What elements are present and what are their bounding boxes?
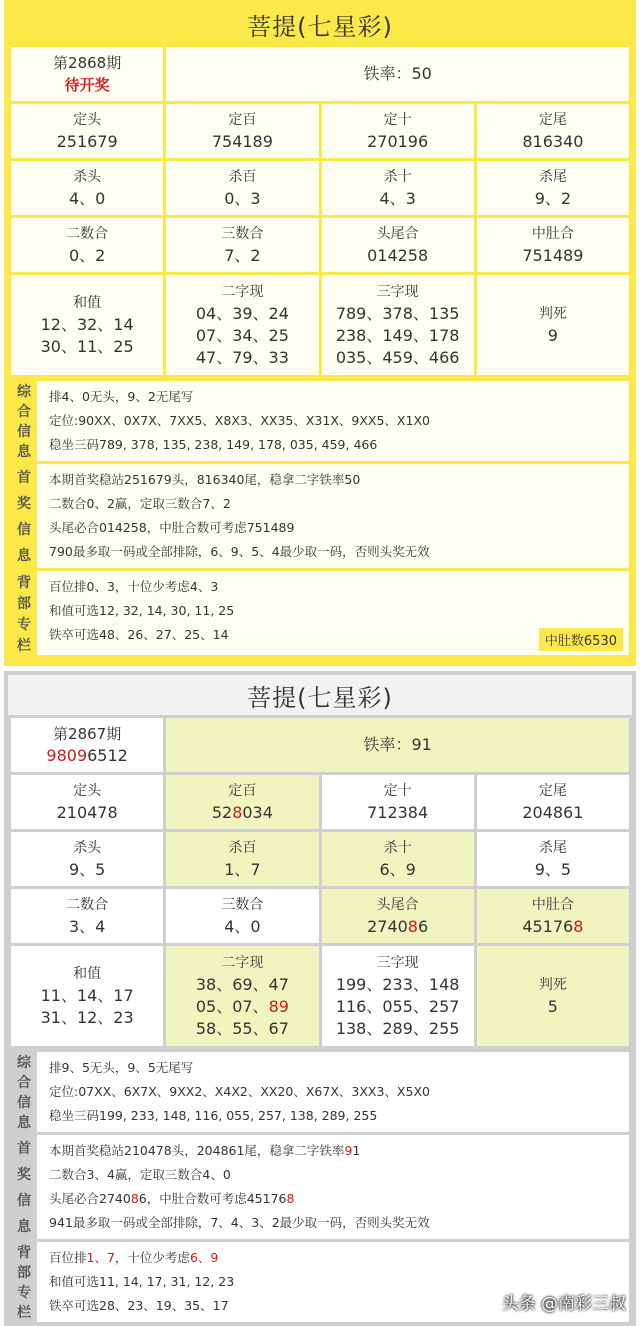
side-char: 息 xyxy=(17,1115,31,1131)
cell-value: 04、39、24 xyxy=(195,304,289,323)
iron-rate-label: 铁率： xyxy=(363,735,412,754)
info-line: 941最多取一码或全部排除，7、4、3、2最少取一码，否则头奖无效 xyxy=(49,1215,430,1230)
side-char: 首 xyxy=(17,470,31,486)
side-char: 部 xyxy=(17,595,31,612)
cell-value: 210478 xyxy=(56,803,118,822)
cell-label: 杀百 xyxy=(228,169,257,185)
cell-label: 定十 xyxy=(383,783,412,799)
section-lines xyxy=(37,381,629,461)
cell-value: 7、2 xyxy=(224,246,261,265)
cell-value: 789、378、135 xyxy=(335,304,460,323)
side-char: 栏 xyxy=(17,637,31,654)
issue-cell xyxy=(11,718,163,772)
cell-label: 二数合 xyxy=(66,897,109,913)
comprehensive-info-section xyxy=(11,381,629,461)
zhongduhe-cell xyxy=(477,889,629,943)
cell-value xyxy=(477,916,629,938)
value-part: 52 xyxy=(211,803,233,822)
value-part: 05、07、 xyxy=(195,997,269,1016)
dingshi-cell xyxy=(322,775,474,829)
draw-result xyxy=(11,745,163,767)
section-side-label xyxy=(11,381,37,461)
side-char: 信 xyxy=(17,1095,31,1111)
cell-label: 杀百 xyxy=(228,840,257,856)
cell-label: 头尾合 xyxy=(376,226,419,242)
info-line: 铁卒可选48、26、27、25、14 xyxy=(49,627,229,642)
side-char: 栏 xyxy=(17,1305,31,1321)
line-part: 1 xyxy=(352,1143,361,1158)
info-line: 稳坐三码199, 233, 148, 116, 055, 257, 138, 289, 255 xyxy=(49,1108,378,1123)
cell-value: 31、12、23 xyxy=(40,1008,134,1027)
section-side-label xyxy=(11,1052,37,1132)
cell-value xyxy=(166,996,318,1018)
side-char: 奖 xyxy=(17,1167,31,1183)
cell-label: 二数合 xyxy=(66,226,109,242)
ershuhe-cell xyxy=(11,889,163,943)
cell-value: 4、3 xyxy=(379,189,416,208)
forecast-grid xyxy=(8,44,632,378)
info-line: 排9、5无头，9、5无尾写 xyxy=(49,1060,194,1075)
cell-value xyxy=(166,802,318,824)
dingbai-cell xyxy=(166,775,318,829)
section-side-label xyxy=(11,1135,37,1239)
side-char: 专 xyxy=(17,1285,31,1301)
line-part: 6，中肚合数可考虑45176 xyxy=(138,1191,287,1206)
section-lines xyxy=(37,1135,629,1239)
section-side-label xyxy=(11,464,37,568)
side-char: 息 xyxy=(17,1219,31,1235)
dingwei-cell xyxy=(477,104,629,158)
cell-value: 138、289、255 xyxy=(335,1019,460,1038)
side-char: 综 xyxy=(17,384,31,400)
cell-label: 和值 xyxy=(73,966,102,982)
cell-label: 判死 xyxy=(538,306,567,322)
cell-value: 11、14、17 xyxy=(40,986,134,1005)
side-char: 信 xyxy=(17,424,31,440)
line-part: ，十位少考虑 xyxy=(114,1250,190,1265)
pansi-cell xyxy=(477,946,629,1046)
first-prize-info-section xyxy=(11,464,629,568)
cell-label: 杀尾 xyxy=(538,840,567,856)
info-line xyxy=(49,1187,619,1211)
hezhi-cell xyxy=(11,946,163,1046)
cell-value: 07、34、25 xyxy=(195,326,289,345)
info-line: 头尾必合014258，中肚合数可考虑751489 xyxy=(49,520,295,535)
value-part: 6 xyxy=(417,917,429,936)
back-column-section xyxy=(11,571,629,655)
section-lines xyxy=(37,464,629,568)
issue-number: 第2867期 xyxy=(53,725,122,743)
line-hit: 6、9 xyxy=(189,1250,219,1265)
cell-label: 判死 xyxy=(538,977,567,993)
draw-result-hit: 9809 xyxy=(46,746,88,765)
cell-value: 712384 xyxy=(367,803,429,822)
cell-value: 238、149、178 xyxy=(335,326,460,345)
cell-value: 751489 xyxy=(522,246,584,265)
info-line: 定位:90XX、0X7X、7XX5、X8X3、XX35、X31X、9XX5、X1X0 xyxy=(49,413,430,428)
line-hit: 9 xyxy=(344,1143,353,1158)
cell-value: 58、55、67 xyxy=(195,1019,289,1038)
cell-value: 30、11、25 xyxy=(40,337,134,356)
result-panel-2867 xyxy=(4,671,636,1326)
side-char: 合 xyxy=(17,1075,31,1091)
dingbai-cell xyxy=(166,104,318,158)
side-char: 首 xyxy=(17,1141,31,1157)
cell-value: 816340 xyxy=(522,132,584,151)
cell-label: 定头 xyxy=(73,112,102,128)
cell-value: 270196 xyxy=(367,132,429,151)
side-char: 奖 xyxy=(17,496,31,512)
iron-rate-rest: 1 xyxy=(421,735,432,754)
cell-value: 204861 xyxy=(522,803,584,822)
side-char: 综 xyxy=(17,1055,31,1071)
shabai-cell xyxy=(166,832,318,886)
value-hit: 8 xyxy=(232,803,243,822)
sanshuhe-cell xyxy=(166,889,318,943)
line-part: 本期首奖稳站210478头，204861尾，稳拿二字铁率 xyxy=(49,1143,345,1158)
line-part: 百位排 xyxy=(49,1250,87,1265)
cell-label: 三字现 xyxy=(376,955,419,971)
info-line: 和值可选12, 32, 14, 30, 11, 25 xyxy=(49,603,235,618)
cell-label: 定尾 xyxy=(538,112,567,128)
iron-rate-cell xyxy=(166,718,629,772)
cell-value: 754189 xyxy=(211,132,273,151)
cell-value: 1、7 xyxy=(224,860,261,879)
info-line: 790最多取一码或全部排除，6、9、5、4最少取一码，否则头奖无效 xyxy=(49,544,430,559)
dingtou-cell xyxy=(11,104,163,158)
sanshuhe-cell xyxy=(166,218,318,272)
pansi-cell xyxy=(477,275,629,375)
cell-value: 3、4 xyxy=(68,917,106,936)
dingtou-cell xyxy=(11,775,163,829)
cell-value: 035、459、466 xyxy=(335,348,460,367)
cell-label: 头尾合 xyxy=(376,897,419,913)
iron-rate: 铁率：50 xyxy=(363,64,432,83)
value-hit: 8 xyxy=(407,917,418,936)
zhongduhe-cell xyxy=(477,218,629,272)
cell-value: 0、3 xyxy=(224,189,261,208)
hezhi-cell xyxy=(11,275,163,375)
side-char: 信 xyxy=(17,1193,31,1209)
cell-value: 0、2 xyxy=(68,246,106,265)
cell-value: 116、055、257 xyxy=(335,997,460,1016)
sanzixian-cell xyxy=(322,946,474,1046)
line-hit: 8 xyxy=(286,1191,295,1206)
cell-value: 5 xyxy=(547,997,558,1016)
cell-label: 定百 xyxy=(228,783,257,799)
line-part: 头尾必合2740 xyxy=(49,1191,131,1206)
section-lines xyxy=(37,571,629,655)
cell-value: 014258 xyxy=(367,246,429,265)
line-hit: 8 xyxy=(130,1191,139,1206)
cell-value: 6、9 xyxy=(379,860,416,879)
erzixian-cell xyxy=(166,946,318,1046)
dingshi-cell xyxy=(322,104,474,158)
cell-label: 杀头 xyxy=(73,840,102,856)
section-side-label xyxy=(11,1242,37,1322)
cell-label: 定尾 xyxy=(538,783,567,799)
value-part: 45176 xyxy=(522,917,574,936)
cell-label: 中肚合 xyxy=(531,897,574,913)
sanzixian-cell xyxy=(322,275,474,375)
touweihe-cell xyxy=(322,218,474,272)
cell-label: 杀十 xyxy=(383,169,412,185)
erzixian-cell xyxy=(166,275,318,375)
shawei-cell xyxy=(477,832,629,886)
side-char: 背 xyxy=(17,574,31,591)
value-part: 034 xyxy=(242,803,273,822)
value-part: 2740 xyxy=(367,917,408,936)
first-prize-info-section xyxy=(11,1135,629,1239)
shatou-cell xyxy=(11,832,163,886)
shabai-cell xyxy=(166,161,318,215)
cell-label: 定百 xyxy=(228,112,257,128)
forecast-panel-2868 xyxy=(4,0,636,666)
comprehensive-info-section xyxy=(11,1052,629,1132)
issue-number: 第2868期 xyxy=(53,54,122,72)
iron-rate-hit: 9 xyxy=(411,735,422,754)
cell-value: 4、0 xyxy=(68,189,106,208)
cell-value: 47、79、33 xyxy=(195,348,289,367)
cell-value: 9、5 xyxy=(68,860,106,879)
cell-label: 三数合 xyxy=(221,226,264,242)
info-line: 铁卒可选28、23、19、35、17 xyxy=(49,1298,229,1313)
side-char: 专 xyxy=(17,616,31,633)
dingwei-cell xyxy=(477,775,629,829)
info-line: 百位排0、3，十位少考虑4、3 xyxy=(49,579,219,594)
panel-title: 菩提(七星彩) xyxy=(8,675,632,715)
status-text: 待开奖 xyxy=(64,76,110,94)
iron-rate-cell xyxy=(166,47,629,101)
cell-label: 二字现 xyxy=(221,955,264,971)
result-grid xyxy=(8,715,632,1049)
panel-title: 菩提(七星彩) xyxy=(8,4,632,44)
cell-label: 定十 xyxy=(383,112,412,128)
cell-value: 251679 xyxy=(56,132,118,151)
info-line: 定位:07XX、6X7X、9XX2、X4X2、XX20、X67X、3XX3、X5X0 xyxy=(49,1084,430,1099)
cell-value xyxy=(322,916,474,938)
zhongdu-badge: 中肚数6530 xyxy=(539,628,623,651)
info-line: 二数合0、2赢，定取三数合7、2 xyxy=(49,496,231,511)
cell-label: 和值 xyxy=(73,295,102,311)
cell-label: 三字现 xyxy=(376,284,419,300)
cell-label: 杀头 xyxy=(73,169,102,185)
cell-value: 9 xyxy=(547,326,558,345)
cell-label: 定头 xyxy=(73,783,102,799)
info-line: 排4、0无头，9、2无尾写 xyxy=(49,389,194,404)
cell-label: 杀尾 xyxy=(538,169,567,185)
line-hit: 1、7 xyxy=(86,1250,115,1265)
shashi-cell xyxy=(322,832,474,886)
cell-label: 杀十 xyxy=(383,840,412,856)
side-char: 背 xyxy=(17,1245,31,1261)
side-char: 合 xyxy=(17,404,31,420)
cell-value: 9、2 xyxy=(534,189,572,208)
info-line: 二数合3、4赢，定取三数合4、0 xyxy=(49,1167,231,1182)
cell-label: 二字现 xyxy=(221,284,264,300)
info-line xyxy=(49,1139,619,1163)
shatou-cell xyxy=(11,161,163,215)
watermark: 头条 @南彩三叔 xyxy=(501,1294,626,1314)
section-side-label xyxy=(11,571,37,655)
issue-cell xyxy=(11,47,163,101)
shashi-cell xyxy=(322,161,474,215)
ershuhe-cell xyxy=(11,218,163,272)
cell-value: 4、0 xyxy=(224,917,261,936)
value-hit: 8 xyxy=(573,917,584,936)
info-line: 和值可选11, 14, 17, 31, 12, 23 xyxy=(49,1274,235,1289)
side-char: 息 xyxy=(17,444,31,460)
touweihe-cell xyxy=(322,889,474,943)
cell-value: 12、32、14 xyxy=(40,315,134,334)
side-char: 信 xyxy=(17,522,31,538)
cell-label: 三数合 xyxy=(221,897,264,913)
cell-value: 38、69、47 xyxy=(195,975,289,994)
side-char: 息 xyxy=(17,548,31,564)
value-hit: 89 xyxy=(268,997,289,1016)
info-line xyxy=(49,1246,619,1270)
shawei-cell xyxy=(477,161,629,215)
cell-value: 199、233、148 xyxy=(335,975,460,994)
cell-value: 9、5 xyxy=(534,860,572,879)
side-char: 部 xyxy=(17,1265,31,1281)
draw-result-rest: 6512 xyxy=(87,746,128,765)
section-lines xyxy=(37,1052,629,1132)
info-line: 稳坐三码789, 378, 135, 238, 149, 178, 035, 459, 466 xyxy=(49,437,378,452)
cell-label: 中肚合 xyxy=(531,226,574,242)
info-line: 本期首奖稳站251679头，816340尾，稳拿二字铁率50 xyxy=(49,472,361,487)
